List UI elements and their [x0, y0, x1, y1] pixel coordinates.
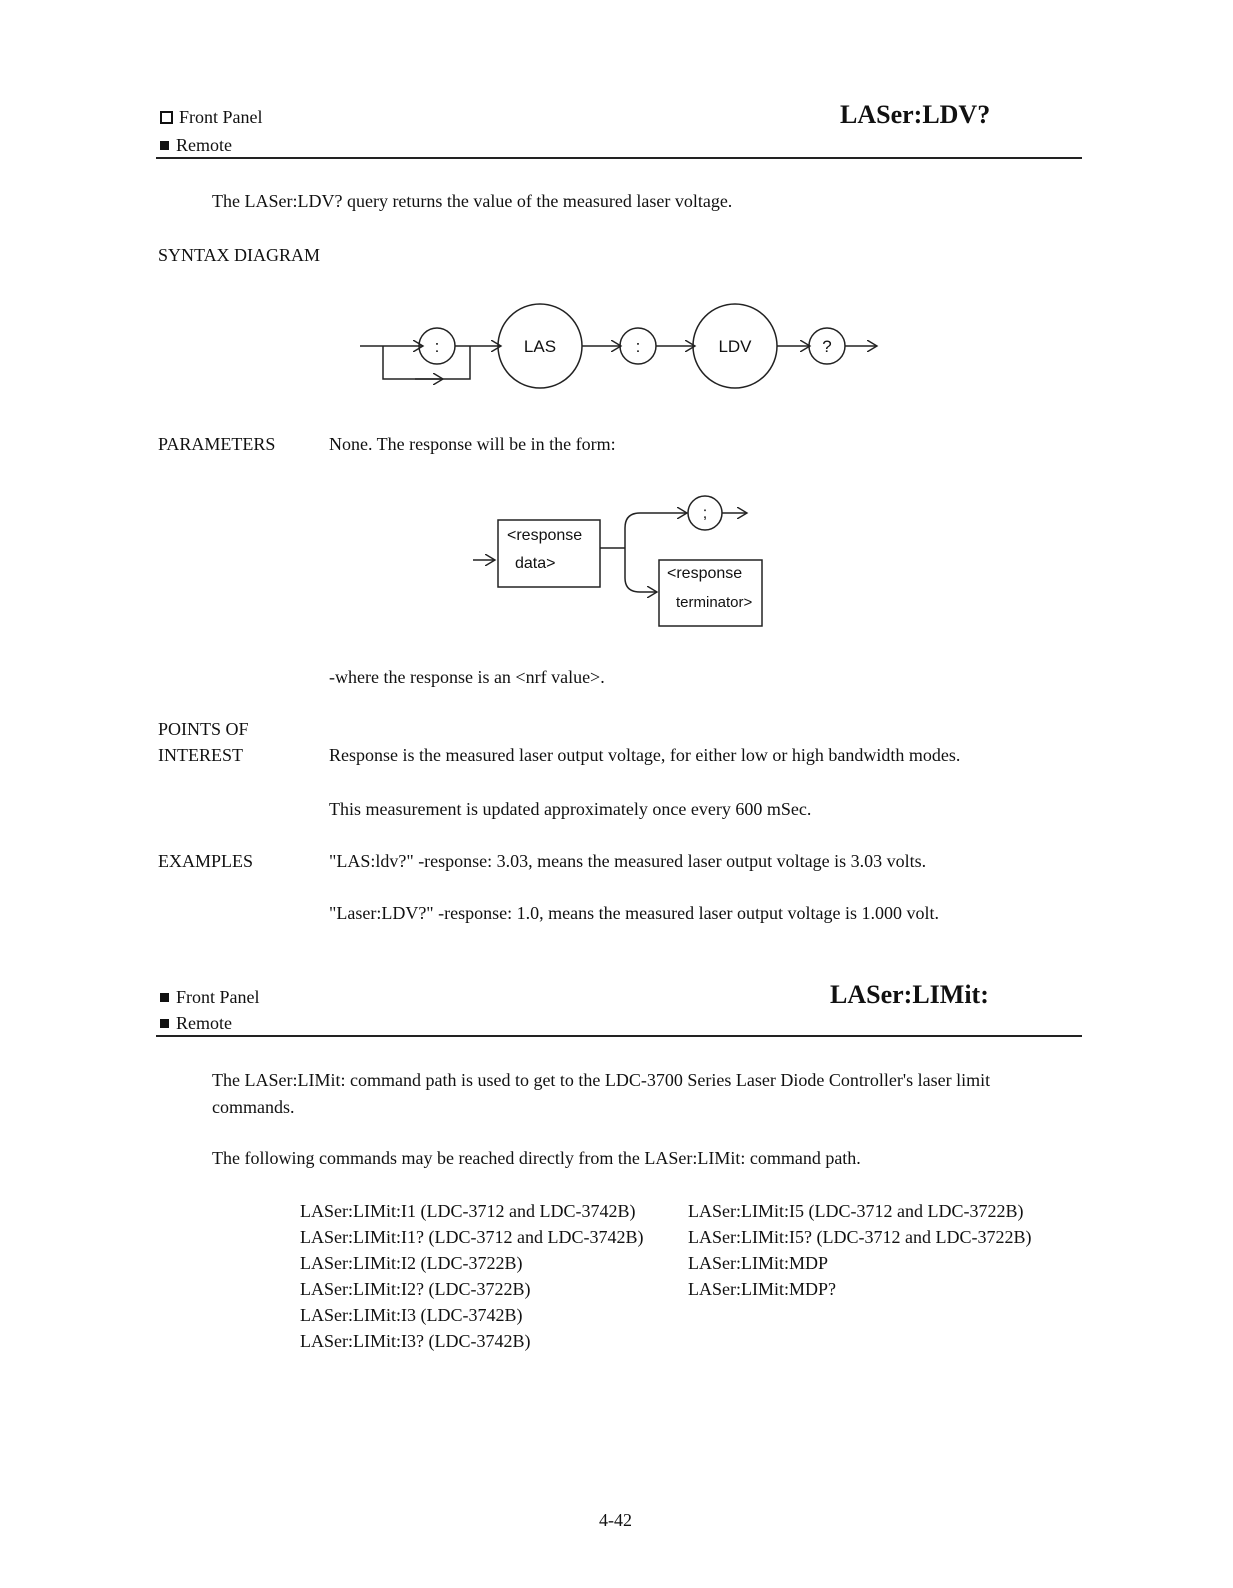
page-number: 4-42 — [599, 1510, 632, 1530]
points-label-1: POINTS OF — [158, 719, 249, 739]
list-item: LASer:LIMit:I1 (LDC-3712 and LDC-3742B) — [300, 1201, 636, 1221]
list-item: LASer:LIMit:I3? (LDC-3742B) — [300, 1331, 531, 1351]
list-item: LASer:LIMit:MDP — [688, 1253, 829, 1273]
list-item: LASer:LIMit:MDP? — [688, 1279, 836, 1299]
header-rule — [156, 157, 1082, 159]
list-item: LASer:LIMit:I5 (LDC-3712 and LDC-3722B) — [688, 1201, 1024, 1221]
syntax-diagram — [355, 296, 895, 400]
syntax-question: ? — [822, 337, 832, 356]
response-data-line1: <response — [507, 527, 583, 544]
points-label-2: INTEREST — [158, 745, 243, 765]
limit-description-1: The LASer:LIMit: command path is used to get to the LDC-3700 Series Laser Diode Controller's laser limit — [212, 1070, 991, 1090]
syntax-ldv: LDV — [718, 337, 752, 356]
list-item: LASer:LIMit:I5? (LDC-3712 and LDC-3722B) — [688, 1227, 1032, 1247]
examples-label: EXAMPLES — [158, 851, 254, 871]
section-title-2: LASer:LIMit: — [830, 980, 989, 1009]
front-panel-indicator-2: Front Panel — [160, 987, 260, 1008]
syntax-colon-2: : — [635, 337, 641, 356]
points-text-1: Response is the measured laser output voltage, for either low or high bandwidth modes. — [329, 745, 961, 765]
remote-indicator-2: Remote — [160, 1013, 232, 1034]
limit-description-2: commands. — [212, 1097, 295, 1117]
front-panel-indicator: Front Panel — [160, 107, 263, 128]
following-text: The following commands may be reached directly from the LASer:LIMit: command path. — [212, 1148, 861, 1168]
response-semicolon: ; — [702, 505, 708, 522]
parameters-text: None. The response will be in the form: — [329, 434, 616, 454]
remote-indicator: Remote — [160, 135, 232, 156]
example-1: "LAS:ldv?" -response: 3.03, means the measured laser output voltage is 3.03 volts. — [329, 851, 927, 871]
filled-square-icon — [160, 141, 169, 150]
response-terminator-line1: <response — [667, 565, 743, 582]
header-rule-2 — [156, 1035, 1082, 1037]
parameters-label: PARAMETERS — [158, 434, 276, 454]
description: The LASer:LDV? query returns the value of the measured laser voltage. — [212, 191, 733, 211]
response-data-line2: data> — [515, 555, 556, 572]
list-item: LASer:LIMit:I2? (LDC-3722B) — [300, 1279, 531, 1299]
syntax-colon-1: : — [434, 337, 440, 356]
commands-left-list — [300, 1198, 643, 1354]
example-2: "Laser:LDV?" -response: 1.0, means the measured laser output voltage is 1.000 volt. — [329, 903, 940, 923]
response-terminator-line2: terminator> — [676, 594, 753, 611]
list-item: LASer:LIMit:I1? (LDC-3712 and LDC-3742B) — [300, 1227, 644, 1247]
points-text-2: This measurement is updated approximately once every 600 mSec. — [329, 799, 812, 819]
where-text: -where the response is an <nrf value>. — [329, 667, 605, 687]
filled-square-icon — [160, 1019, 169, 1028]
list-item: LASer:LIMit:I3 (LDC-3742B) — [300, 1305, 523, 1325]
syntax-las: LAS — [523, 337, 557, 356]
syntax-heading: SYNTAX DIAGRAM — [158, 245, 321, 265]
page-title: LASer:LDV? — [840, 100, 991, 129]
list-item: LASer:LIMit:I2 (LDC-3722B) — [300, 1253, 523, 1273]
filled-square-icon — [160, 993, 169, 1002]
unchecked-box-icon — [160, 111, 173, 124]
commands-right-list — [688, 1198, 1031, 1302]
response-diagram — [465, 488, 775, 633]
